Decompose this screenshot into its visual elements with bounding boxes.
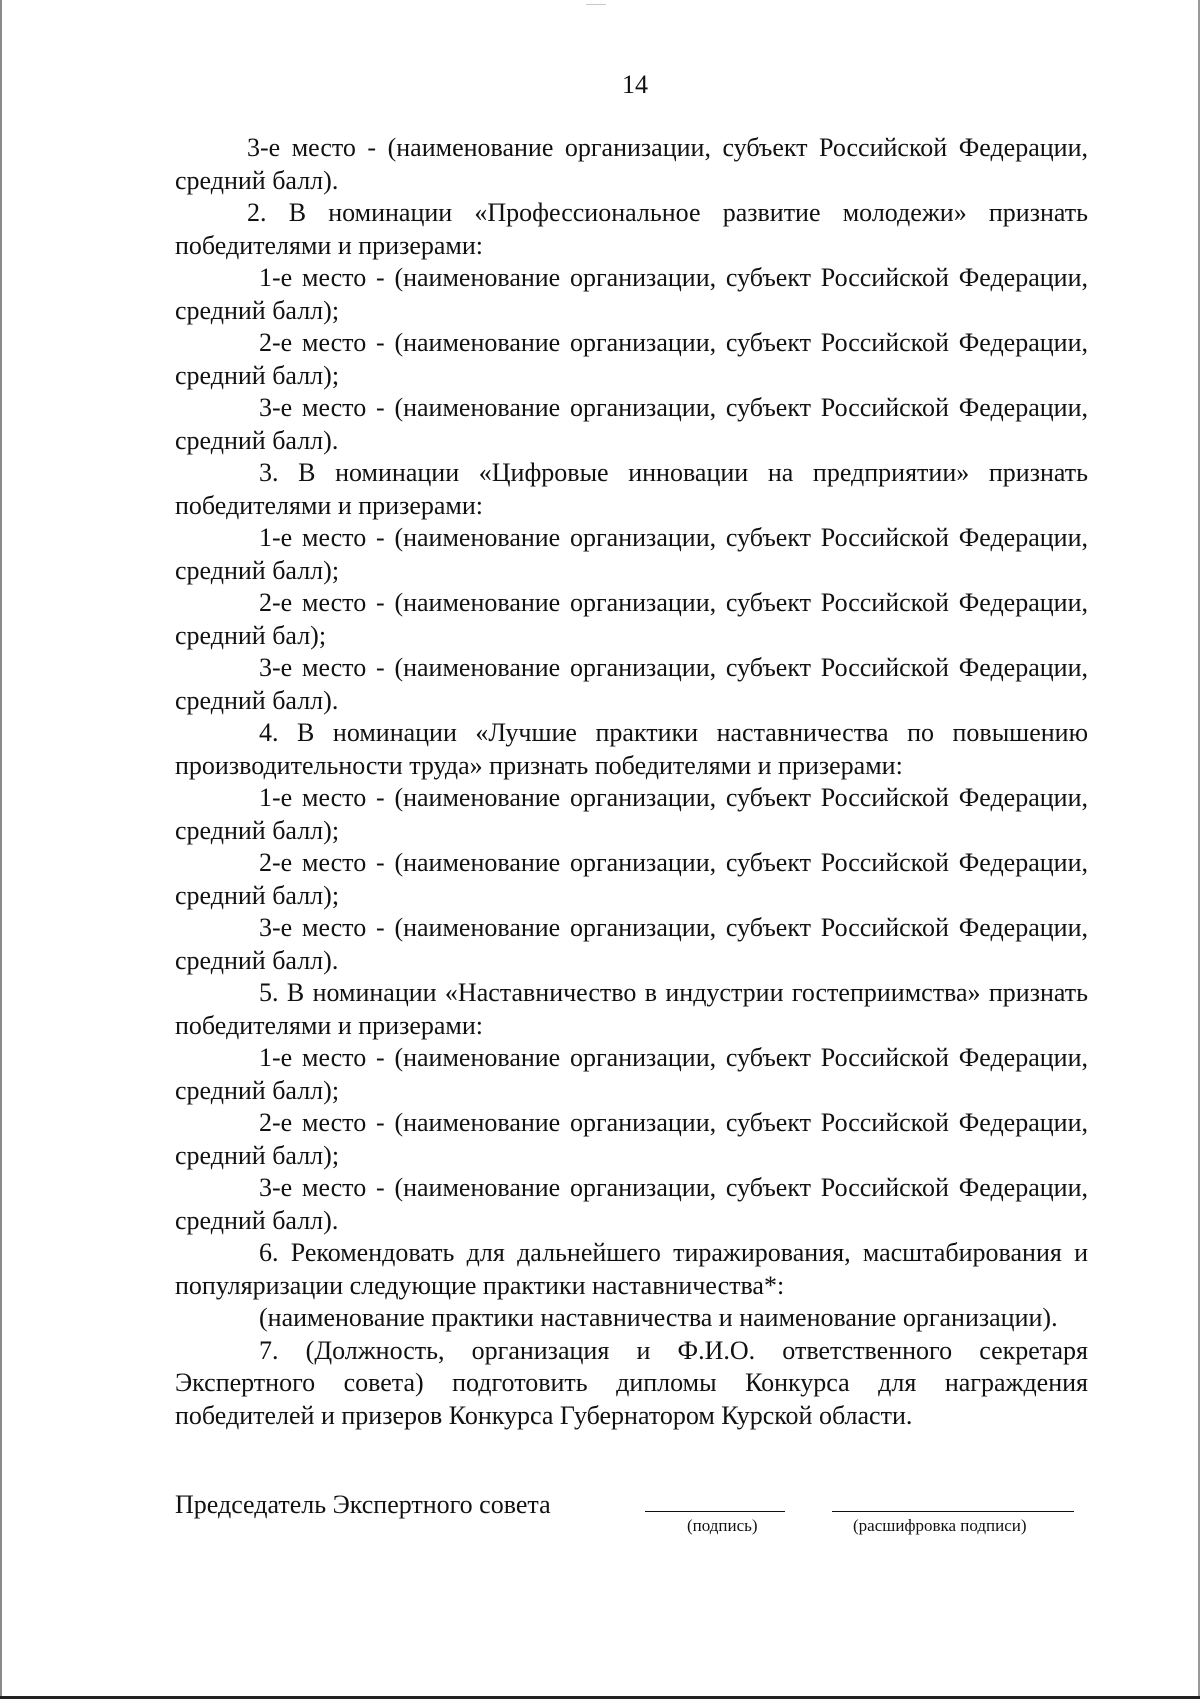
name-line (832, 1511, 1074, 1512)
signature-caption: (подпись) (687, 1516, 758, 1535)
paragraph-1st-place: 1-е место - (наименование организации, субъект Российской Федерации, средний балл); (175, 263, 1088, 325)
paragraph-item-7-diplomas: 7. (Должность, организация и Ф.И.О. ответственного секретаря Экспертного совета) подготовить дипломы Конкурса для награждения победителей и призеров Конкурса Губернатором Курской области. (175, 1335, 1088, 1430)
paragraph-nomination-2: 2. В номинации «Профессиональное развитие молодежи» признать победителями и призерами: (175, 198, 1088, 260)
paragraph-3rd-place: 3-е место - (наименование организации, субъект Российской Федерации, средний балл). (175, 133, 1088, 195)
scan-left-edge (0, 0, 2, 1699)
paragraph-practice-placeholder: (наименование практики наставничества и наименование организации). (259, 1303, 1058, 1332)
paragraph-1st-place: 1-е место - (наименование организации, субъект Российской Федерации, средний балл); (175, 783, 1088, 845)
signature-block (175, 1489, 1088, 1549)
scan-top-mark (586, 4, 606, 5)
paragraph-1st-place: 1-е место - (наименование организации, субъект Российской Федерации, средний балл); (175, 523, 1088, 585)
paragraph-2nd-place: 2-е место - (наименование организации, субъект Российской Федерации, средний балл); (175, 328, 1088, 390)
paragraph-item-6-recommend: 6. Рекомендовать для дальнейшего тиражирования, масштабирования и популяризации следующие практики наставничества*: (175, 1238, 1088, 1300)
page-number: 14 (622, 70, 648, 99)
paragraph-2nd-place: 2-е место - (наименование организации, субъект Российской Федерации, средний бал); (175, 588, 1088, 650)
paragraph-3rd-place: 3-е место - (наименование организации, субъект Российской Федерации, средний балл). (175, 1173, 1088, 1235)
name-caption: (расшифровка подписи) (853, 1516, 1027, 1535)
document-body (175, 132, 1088, 1432)
paragraph-1st-place: 1-е место - (наименование организации, субъект Российской Федерации, средний балл); (175, 1043, 1088, 1105)
chair-label: Председатель Экспертного совета (175, 1490, 551, 1519)
signature-line (645, 1511, 785, 1512)
paragraph-3rd-place: 3-е место - (наименование организации, субъект Российской Федерации, средний балл). (175, 913, 1088, 975)
paragraph-3rd-place: 3-е место - (наименование организации, субъект Российской Федерации, средний балл). (175, 393, 1088, 455)
paragraph-nomination-5: 5. В номинации «Наставничество в индустрии гостеприимства» признать победителями и призерами: (175, 978, 1088, 1040)
paragraph-nomination-3: 3. В номинации «Цифровые инновации на предприятии» признать победителями и призерами: (175, 458, 1088, 520)
paragraph-2nd-place: 2-е место - (наименование организации, субъект Российской Федерации, средний балл); (175, 848, 1088, 910)
paragraph-3rd-place: 3-е место - (наименование организации, субъект Российской Федерации, средний балл). (175, 653, 1088, 715)
paragraph-2nd-place: 2-е место - (наименование организации, субъект Российской Федерации, средний балл); (175, 1108, 1088, 1170)
paragraph-nomination-4: 4. В номинации «Лучшие практики наставничества по повышению производительности труда» признать победителями и призерами: (175, 718, 1088, 780)
